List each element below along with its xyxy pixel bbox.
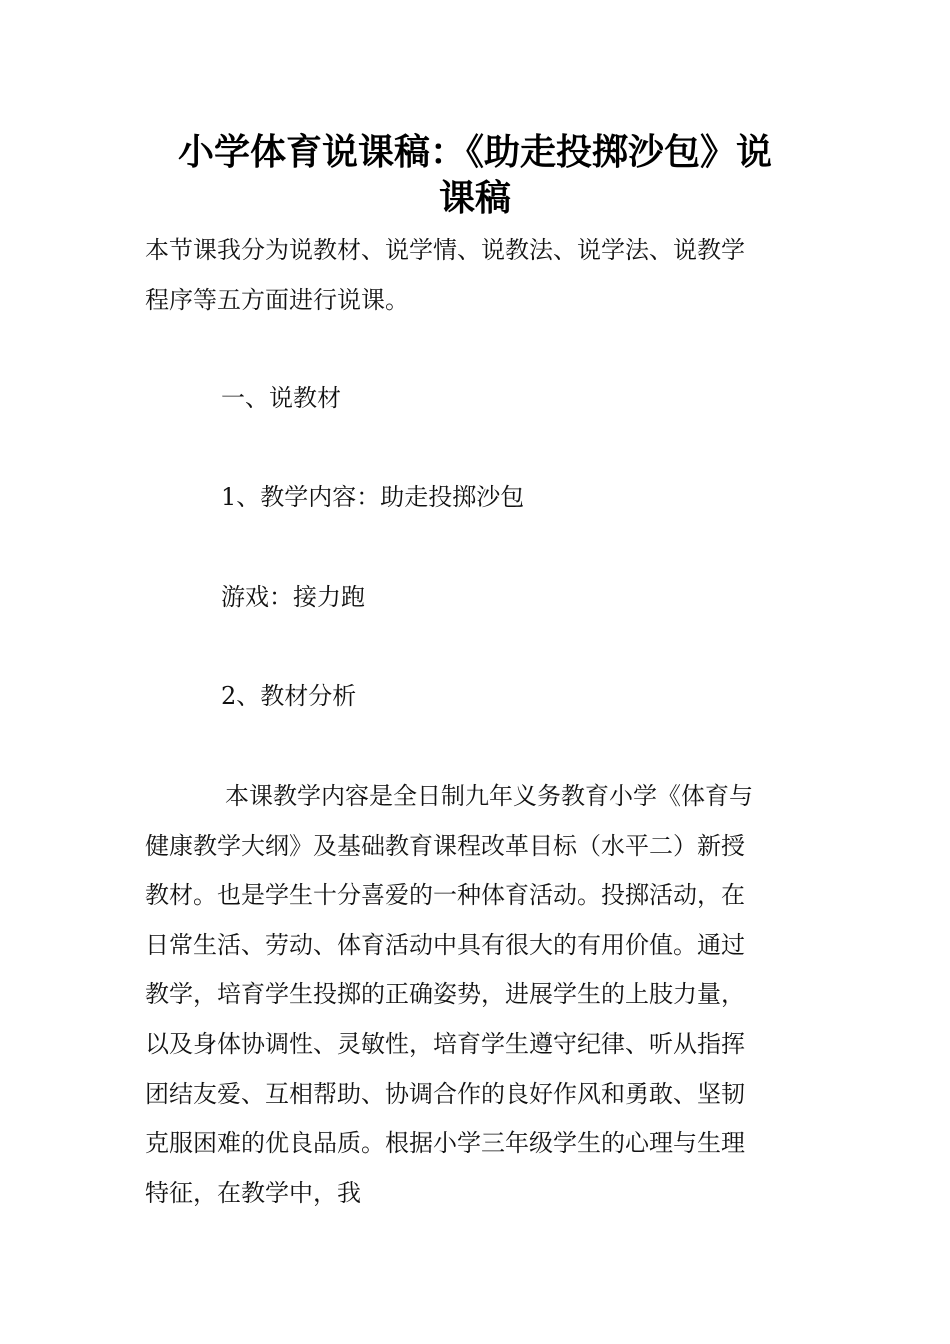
intro-line-2: 程序等五方面进行说课。 — [145, 286, 409, 314]
analysis-line-2: 健康教学大纲》及基础教育课程改革目标（水平二）新授 — [145, 832, 745, 860]
material-analysis-item: 2、教材分析 — [221, 682, 357, 710]
section-heading: 一、说教材 — [221, 384, 341, 412]
game-item: 游戏：接力跑 — [221, 583, 365, 611]
document-title-line-2: 课稿 — [438, 178, 511, 219]
intro-line-1: 本节课我分为说教材、说学情、说教法、说学法、说教学 — [145, 236, 745, 264]
analysis-line-1: 本课教学内容是全日制九年义务教育小学《体育与 — [225, 782, 753, 810]
analysis-line-6: 以及身体协调性、灵敏性，培育学生遵守纪律、听从指挥 — [145, 1030, 745, 1058]
analysis-line-9: 特征，在教学中，我 — [145, 1179, 361, 1207]
analysis-line-8: 克服困难的优良品质。根据小学三年级学生的心理与生理 — [145, 1129, 745, 1157]
document-title-line-1: 小学体育说课稿：《助走投掷沙包》说 — [177, 132, 772, 173]
analysis-line-4: 日常生活、劳动、体育活动中具有很大的有用价值。通过 — [145, 931, 745, 959]
analysis-line-3: 教材。也是学生十分喜爱的一种体育活动。投掷活动，在 — [145, 881, 745, 909]
teaching-content-item: 1、教学内容：助走投掷沙包 — [221, 483, 525, 511]
analysis-line-7: 团结友爱、互相帮助、协调合作的良好作风和勇敢、坚韧 — [145, 1080, 745, 1108]
analysis-line-5: 教学，培育学生投掷的正确姿势，进展学生的上肢力量， — [145, 980, 745, 1008]
